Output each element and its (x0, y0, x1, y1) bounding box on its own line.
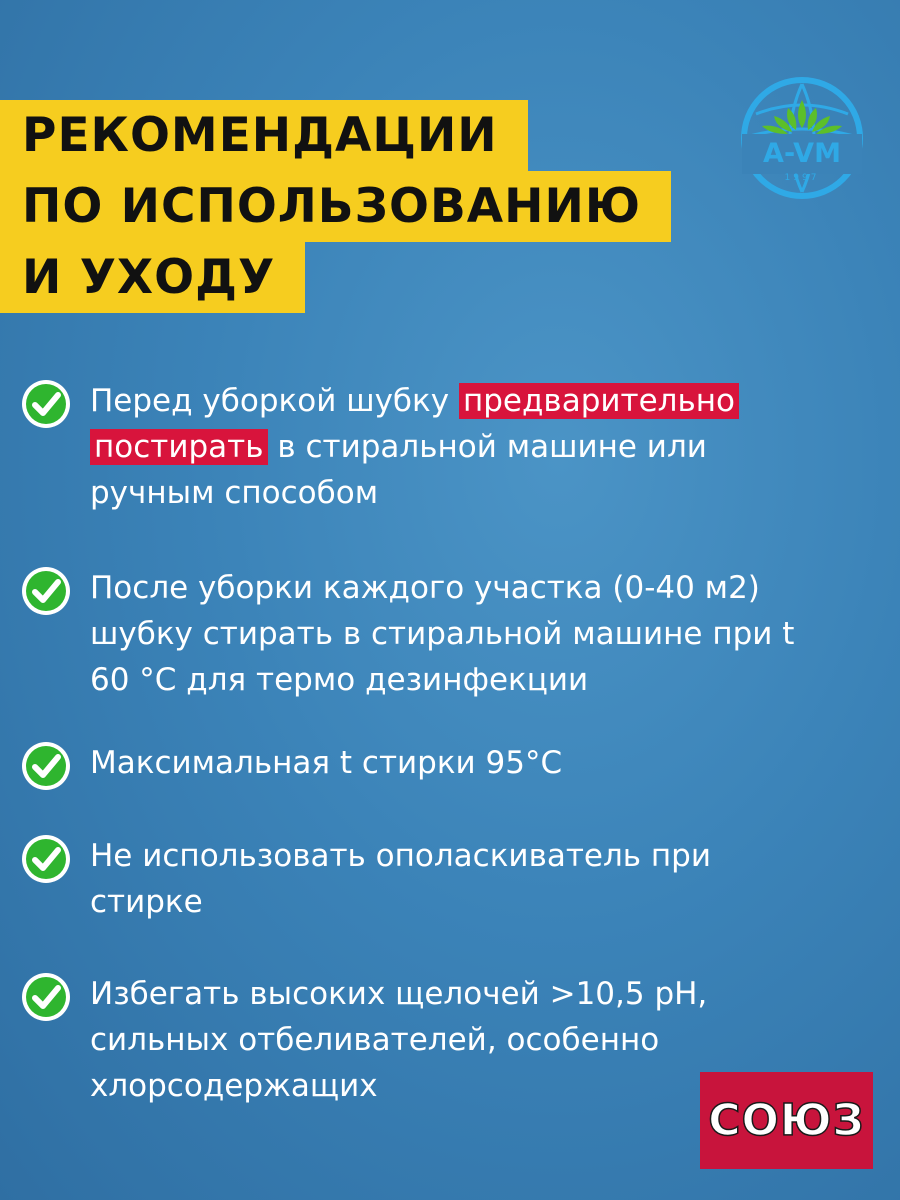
text-segment: ручным способом (90, 475, 379, 511)
text-line (90, 657, 820, 703)
text-segment: После уборки каждого участка (0-40 м2) (90, 570, 760, 606)
title-line-2: ПО ИСПОЛЬЗОВАНИЮ (0, 171, 671, 242)
text-line (90, 424, 820, 470)
text-line (90, 611, 820, 657)
title-line-3: И УХОДУ (0, 242, 305, 313)
badge-text: СОЮЗ (708, 1095, 865, 1146)
text-line (90, 470, 820, 516)
check-icon (20, 971, 72, 1023)
text-segment: хлорсодержащих (90, 1068, 378, 1104)
title-line-1: РЕКОМЕНДАЦИИ (0, 100, 528, 171)
check-icon (20, 565, 72, 617)
text-segment: Избегать высоких щелочей >10,5 pH, (90, 976, 708, 1012)
text-line (90, 1017, 820, 1063)
highlighted-text: постирать (90, 429, 268, 465)
text-segment: сильных отбеливателей, особенно (90, 1022, 660, 1058)
text-segment: стирке (90, 884, 203, 920)
text-segment: 60 °C для термо дезинфекции (90, 662, 589, 698)
page-title (0, 100, 671, 313)
text-segment: Максимальная t стирки 95°C (90, 745, 563, 781)
list-item-text (90, 378, 820, 516)
list-item-text (90, 565, 820, 703)
text-segment: шубку стирать в стиральной машине при t (90, 616, 795, 652)
a-vm-logo (738, 74, 866, 202)
highlighted-text: предварительно (459, 383, 739, 419)
text-line (90, 740, 820, 786)
text-segment: Не использовать ополаскиватель при (90, 838, 711, 874)
check-icon (20, 740, 72, 792)
text-line (90, 565, 820, 611)
check-icon (20, 378, 72, 430)
list-item-text (90, 833, 820, 925)
text-line (90, 378, 820, 424)
svg-text:1997: 1997 (784, 173, 820, 183)
text-line (90, 971, 820, 1017)
svg-text:A-VM: A-VM (763, 138, 841, 169)
check-icon (20, 833, 72, 885)
text-line (90, 879, 820, 925)
soyuz-badge (700, 1072, 873, 1169)
text-segment: Перед уборкой шубку (90, 383, 459, 419)
text-line (90, 833, 820, 879)
text-segment: в стиральной машине или (267, 429, 707, 465)
list-item-text (90, 740, 820, 786)
